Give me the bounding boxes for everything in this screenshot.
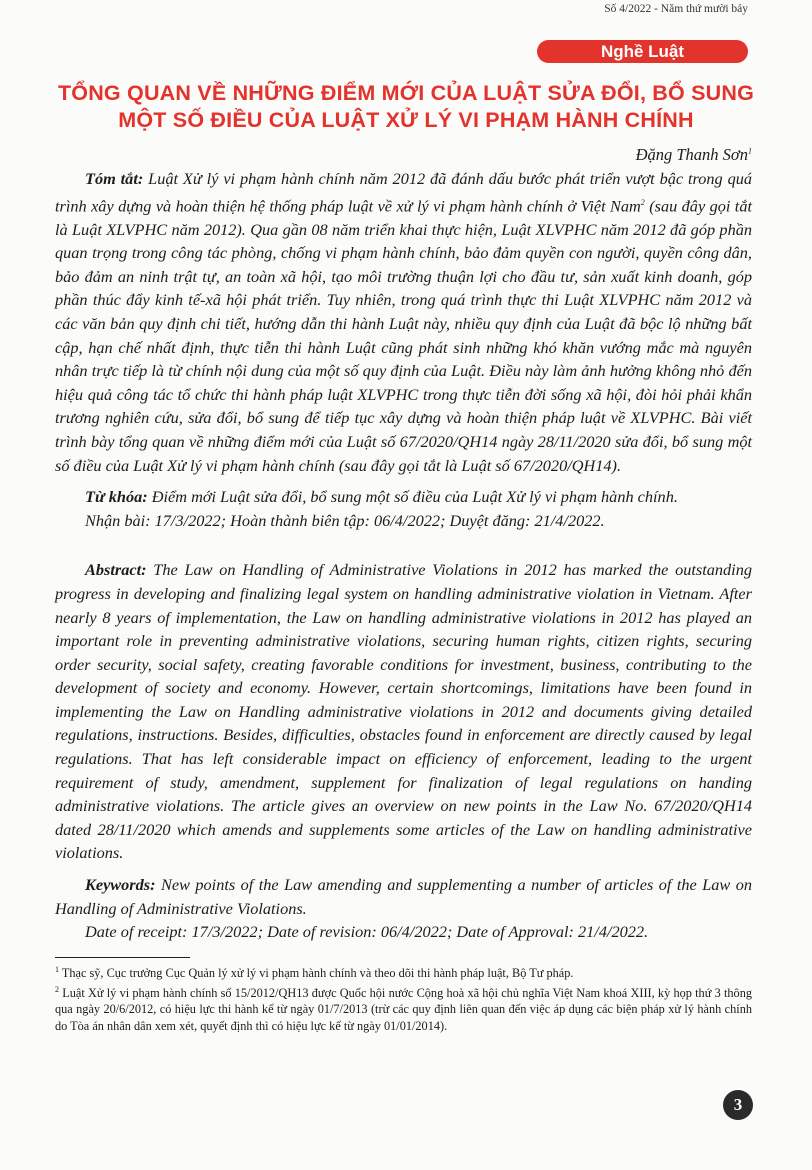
summary-paragraph: [55, 167, 752, 477]
keywords-en-label: Keywords:: [85, 875, 156, 895]
title-line-1: TỔNG QUAN VỀ NHỮNG ĐIỂM MỚI CỦA LUẬT SỬA ĐỔI, BỔ SUNG: [57, 81, 755, 105]
footnote-1: [55, 962, 752, 982]
footnote-divider: [55, 957, 190, 958]
summary-text-cont: (sau đây gọi tắt là Luật XLVPHC năm 2012). Qua gần 08 năm triển khai thực hiện, Luật XLVPHC năm 2012 đã góp phần quan trọng trong công tác phòng, chống vi phạm hành chính, bảo đảm quyền con người, quyền công dân, bảo đảm an ninh trật tự, an toàn xã hội, tạo môi trường thuận lợi cho đầu tư, sản xuất kinh doanh, góp phần thúc đẩy kinh tế-xã hội phát triển. Tuy nhiên, trong quá trình thực thi Luật XLVPHC năm 2012 và các văn bản quy định chi tiết, hướng dẫn thi hành Luật này, nhiều quy định của Luật đã bộc lộ những bất cập, hạn chế nhất định, thực tiễn thi hành Luật cũng phát sinh những khó khăn vướng mắc mà nguyên nhân trực tiếp là từ chính nội dung của một số quy định của Luật. Điều này làm ảnh hưởng không nhỏ đến hiệu quả công tác tổ chức thi hành pháp luật XLVPHC trong thực tiễn đời sống xã hội, đòi hỏi phải khẩn trương nghiên cứu, sửa đổi, bổ sung để tiếp tục xây dựng và hoàn thiện pháp luật về XLVPHC. Bài viết trình bày tổng quan về những điểm mới của Luật số 67/2020/QH14 ngày 28/11/2020 sửa đổi, bổ sung một số điều của Luật Xử lý vi phạm hành chính (sau đây gọi tắt là Luật số 67/2020/QH14).: [55, 196, 752, 475]
issue-info: Số 4/2022 - Năm thứ mười bảy: [604, 3, 748, 15]
keywords-vi-label: Từ khóa:: [85, 487, 148, 507]
article-body: [55, 167, 752, 952]
keywords-en-text: New points of the Law amending and supplementing a number of articles of the Law on Handling of Administrative Violations.: [55, 875, 752, 918]
title-line-2: MỘT SỐ ĐIỀU CỦA LUẬT XỬ LÝ VI PHẠM HÀNH CHÍNH: [118, 108, 694, 132]
abstract-text: The Law on Handling of Administrative Violations in 2012 has marked the outstanding progress in developing and finalizing legal system on handling administrative violation in Vietnam. After nearly 8 years of implementation, the Law on handling administrative violations in 2012 has played an important role in preventing administrative violations, securing human rights, citizen rights, securing order security, social safety, creating favorable conditions for investment, business, contributing to the development of society and economy. However, certain shortcomings, limitations have been found in implementing the Law on Handling administrative violations in 2012 and documents giving detailed regulations, instructions. Besides, difficulties, obstacles found in enforcement are directly caused by legal regulations. That has left considerable impact on efficiency of enforcement, leading to the urgent requirement of study, amendment, supplement for finalization of legal regulations on handing administrative violations. The article gives an overview on new points in the Law No. 67/2020/QH14 dated 28/11/2020 which amends and supplements some articles of the Law on handling administrative violations.: [55, 560, 752, 863]
footnote-mark: 2: [55, 984, 59, 994]
keywords-vi-paragraph: [55, 485, 752, 509]
summary-label: Tóm tắt:: [85, 169, 144, 188]
footnote-2: [55, 982, 752, 1035]
author-name: Đặng Thanh Sơn: [635, 145, 748, 164]
page-number: 3: [723, 1090, 753, 1120]
footnote-text: Luật Xử lý vi phạm hành chính số 15/2012/QH13 được Quốc hội nước Cộng hoà xã hội chủ nghĩa Việt Nam khoá XIII, kỳ họp thứ 3 thông qua ngày 20/6/2012, có hiệu lực thi hành kể từ ngày 01/7/2013 (trừ các quy định liên quan đến việc áp dụng các biện pháp xử lý hành chính do Tòa án nhân dân xem xét, quyết định thì có hiệu lực kể từ ngày 01/01/2014).: [55, 985, 752, 1033]
footnote-mark: 1: [55, 965, 59, 974]
footnote-mark: 2: [640, 197, 645, 207]
summary-text: Luật Xử lý vi phạm hành chính năm 2012 đã đánh dấu bước phát triển vượt bậc trong quá trình xây dựng và hoàn thiện hệ thống pháp luật về xử lý vi phạm hành chính ở Việt Nam: [55, 169, 752, 216]
abstract-paragraph: [55, 558, 752, 865]
footnote-text: Thạc sỹ, Cục trưởng Cục Quản lý xử lý vi phạm hành chính và theo dõi thi hành pháp luật, Bộ Tư pháp.: [59, 966, 574, 981]
author: [636, 145, 752, 165]
dates-vi: Nhận bài: 17/3/2022; Hoàn thành biên tập: 06/4/2022; Duyệt đăng: 21/4/2022.: [85, 510, 605, 530]
keywords-en-paragraph: [55, 873, 752, 920]
section-badge: Nghề Luật: [537, 40, 748, 63]
dates-en: Date of receipt: 17/3/2022; Date of revision: 06/4/2022; Date of Approval: 21/4/2022.: [85, 922, 649, 942]
footnotes: [55, 962, 752, 1034]
abstract-label: Abstract:: [85, 560, 147, 580]
author-footnote-mark: 1: [748, 146, 752, 156]
keywords-vi-text: Điểm mới Luật sửa đổi, bổ sung một số điều của Luật Xử lý vi phạm hành chính.: [147, 487, 678, 507]
article-title: [30, 80, 782, 134]
